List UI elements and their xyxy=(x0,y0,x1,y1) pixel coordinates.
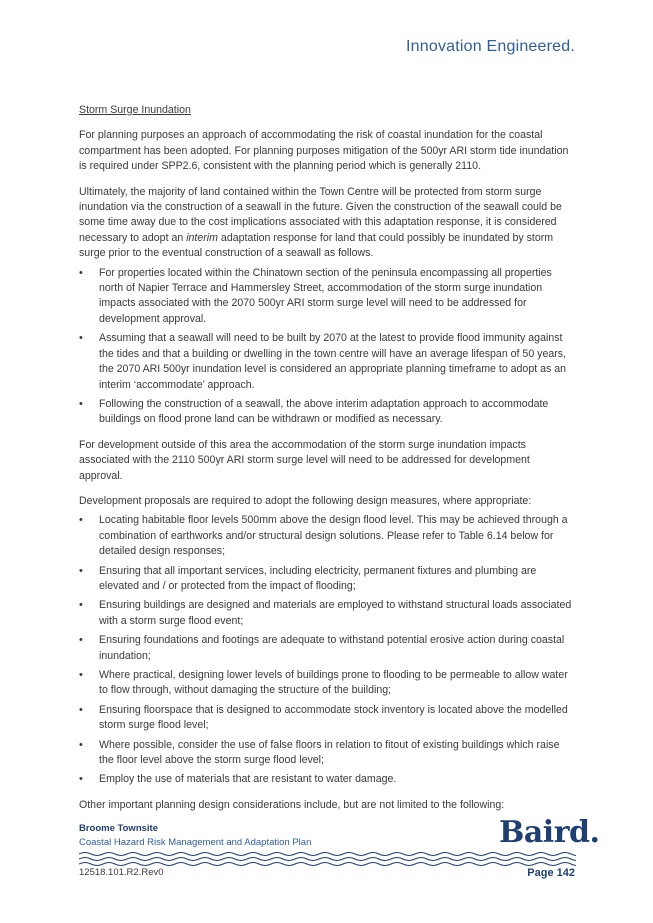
list-item: • Where practical, designing lower levels of buildings prone to flooding to be permeable to allow water to flow through, without damaging the structure of the building; xyxy=(79,668,576,699)
paragraph-1: For planning purposes an approach of accommodating the risk of coastal inundation for the coastal compartment has been adopted. For planning purposes mitigation of the 500yr ARI storm tide inundation is required under SPP2.6, consistent with the planning period which is generally 2110. xyxy=(79,129,569,173)
list-item: • Employ the use of materials that are resistant to water damage. xyxy=(79,772,576,787)
list-item: • Ensuring buildings are designed and materials are employed to withstand structural loads associated with a storm surge flood event; xyxy=(79,598,576,629)
page-content xyxy=(79,103,576,823)
baird-logo: Baird. xyxy=(499,815,600,850)
page-number: Page 142 xyxy=(527,867,575,879)
list-item: • Ensuring foundations and footings are adequate to withstand potential erosive action during coastal inundation; xyxy=(79,633,576,664)
footer-subtitle: Coastal Hazard Risk Management and Adaptation Plan xyxy=(79,837,312,848)
list-item: • For properties located within the Chinatown section of the peninsula encompassing all properties north of Napier Terrace and Hammersley Street, accommodation of the storm surge inundation impacts associated with the 2070 500yr ARI storm surge level will need to be addressed for development approval. xyxy=(79,266,576,328)
list-item: • Assuming that a seawall will need to be built by 2070 at the latest to provide flood immunity against the tides and that a building or dwelling in the town centre will have an average lifespan of 50 years, the 2070 ARI 500yr inundation level is considered an appropriate planning timeframe to adopt as an interim ‘accommodate’ approach. xyxy=(79,331,576,393)
header-tagline: Innovation Engineered. xyxy=(406,38,575,55)
footer-title: Broome Townsite xyxy=(79,823,158,834)
document-number: 12518.101.R2.Rev0 xyxy=(79,867,164,878)
paragraph-2-text-b: adaptation response for land that could possibly be inundated by storm surge prior to the eventual construction of a seawall as follows. xyxy=(79,231,554,260)
list-item: • Where possible, consider the use of false floors in relation to fitout of existing buildings which raise the floor level above the storm surge flood level; xyxy=(79,738,576,769)
list-item: • Locating habitable floor levels 500mm above the design flood level. This may be achieved through a combination of earthworks and/or structural design solutions. Please refer to Table 6.14 below for detailed design responses; xyxy=(79,513,576,559)
list-item: • Following the construction of a seawall, the above interim adaptation approach to accommodate buildings on flood prone land can be withdrawn or modified as necessary. xyxy=(79,397,576,428)
list-item: • Ensuring floorspace that is designed to accommodate stock inventory is located above the modelled storm surge flood level; xyxy=(79,703,576,734)
list-item: • Ensuring that all important services, including electricity, permanent fixtures and plumbing are elevated and / or protected from the impact of flooding; xyxy=(79,564,576,595)
paragraph-2 xyxy=(79,185,576,262)
paragraph-2-italic: interim xyxy=(186,231,218,244)
bullet-list-1 xyxy=(79,266,576,428)
paragraph-5: Other important planning design considerations include, but are not limited to the following: xyxy=(79,798,505,811)
wave-divider-icon xyxy=(79,850,576,868)
paragraph-4: Development proposals are required to adopt the following design measures, where appropriate: xyxy=(79,494,532,507)
paragraph-2-text-a: Ultimately, the majority of land contained within the Town Centre will be protected from storm surge inundation via the construction of a seawall in the future. Given the construction of the seawall could be some time away due to the cost implications associated with this adaptation response, it is considered necessary to adopt an xyxy=(79,185,562,244)
section-heading: Storm Surge Inundation xyxy=(79,104,191,116)
bullet-list-2 xyxy=(79,513,576,788)
paragraph-3: For development outside of this area the accommodation of the storm surge inundation impacts associated with the 2110 500yr ARI storm surge level will need to be addressed for development approval. xyxy=(79,438,530,482)
